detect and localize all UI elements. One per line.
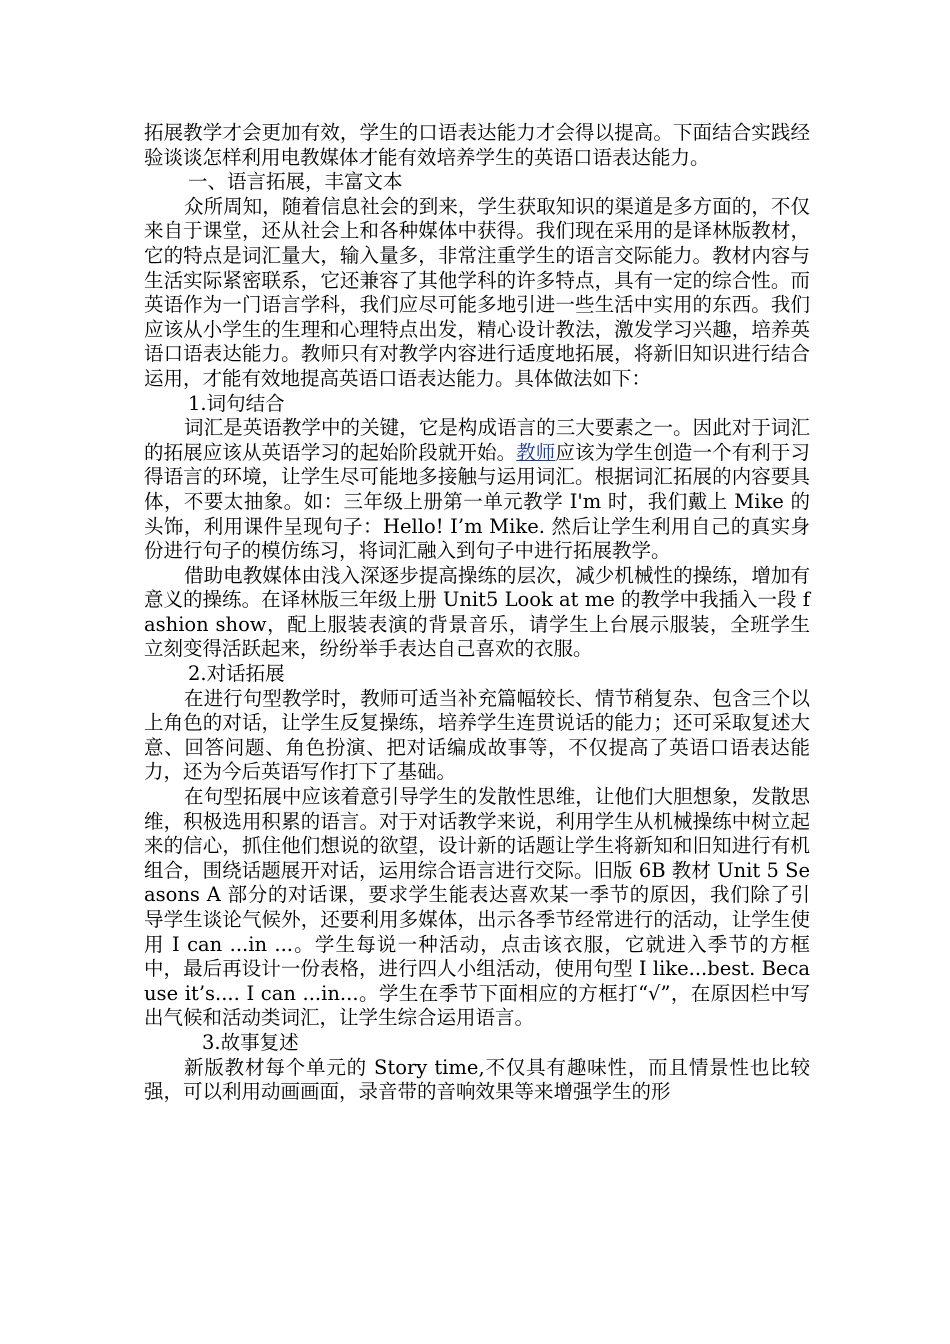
teacher-link[interactable]: 教师 [516, 440, 556, 464]
section-heading-language-expansion: 一、语言拓展，丰富文本 [188, 170, 403, 194]
paragraph-story-time: 新版教材每个单元的 Story time,不仅具有趣味性，而且情景性也比较强，可以利用动画画面，录音带的音响效果等来增强学生的形 [144, 1055, 810, 1104]
paragraph-dialogue-teaching: 在进行句型教学时，教师可适当补充篇幅较长、情节稍复杂、包含三个以上角色的对话，让学生反复操练，培养学生连贯说话的能力；还可采取复述大意、回答问题、角色扮演、把对话编成故事等，不仅提高了英语口语表达能力，还为今后英语写作打下了基础。 [144, 686, 810, 784]
section-paragraph-overview: 众所周知，随着信息社会的到来，学生获取知识的渠道是多方面的，不仅来自于课堂，还从社会上和各种媒体中获得。我们现在采用的是译林版教材，它的特点是词汇量大，输入量多，非常注重学生的语言交际能力。教材内容与生活实际紧密联系，它还兼容了其他学科的许多特点，具有一定的综合性。而英语作为一门语言学科，我们应尽可能多地引进一些生活中实用的东西。我们应该从小学生的生理和心理特点出发，精心设计教法，激发学习兴趣，培养英语口语表达能力。教师只有对教学内容进行适度地拓展，将新旧知识进行结合运用，才能有效地提高英语口语表达能力。具体做法如下： [144, 194, 810, 390]
paragraph-vocabulary-text-end: 应该为学生创造一个有利于习得语言的环境，让学生尽可能地多接触与运用词汇。根据词汇拓展的内容要具体，不要太抽象。如：三年级上册第一单元教学 I'm 时，我们戴上 Mike 的头饰，利用课件呈现句子：Hello! I’m Mike. 然后让学生利用自己的真实身份进行句子的模仿练习，将词汇融入到句子中进行拓展教学。 [144, 440, 810, 563]
subheading-story-retelling: 3.故事复述 [202, 1030, 299, 1054]
paragraph-media-practice: 借助电教媒体由浅入深逐步提高操练的层次，减少机械性的操练，增加有意义的操练。在译林版三年级上册 Unit5 Look at me 的教学中我插入一段 fashion show，配上服装表演的背景音乐，请学生上台展示服装，全班学生立刻变得活跃起来，纷纷举手表达自己喜欢的衣服。 [144, 563, 810, 661]
paragraph-divergent-thinking: 在句型拓展中应该着意引导学生的发散性思维，让他们大胆想象，发散思维，积极选用积累的语言。对于对话教学来说，利用学生从机械操练中树立起来的信心，抓住他们想说的欲望，设计新的话题让学生将新知和旧知进行有机组合，围绕话题展开对话，运用综合语言进行交际。旧版 6B 教材 Unit 5 Seasons A 部分的对话课，要求学生能表达喜欢某一季节的原因，我们除了引导学生谈论气候外，还要利用多媒体，出示各季节经常进行的活动，让学生使用 I can ...in ...。学生每说一种活动，点击该衣服，它就进入季节的方框中，最后再设计一份表格，进行四人小组活动，使用句型 I like...best. Because it’s.... I can ...in...。学生在季节下面相应的方框打“√”，在原因栏中写出气候和活动类词汇，让学生综合运用语言。 [144, 785, 810, 1030]
subheading-word-sentence: 1.词句结合 [188, 391, 285, 415]
paragraph-vocabulary-text-start: 词汇是英语教学中的关键，它是构成语言的三大要素之一。因此对于词汇的拓展应该从英语学习的起始阶段就开始。 [144, 416, 810, 464]
intro-paragraph: 拓展教学才会更加有效，学生的口语表达能力才会得以提高。下面结合实践经验谈谈怎样利用电教媒体才能有效培养学生的英语口语表达能力。 [144, 121, 810, 169]
paragraph-vocabulary [144, 416, 810, 564]
subheading-dialogue-expansion: 2.对话拓展 [188, 662, 285, 686]
document-page [144, 121, 810, 1105]
